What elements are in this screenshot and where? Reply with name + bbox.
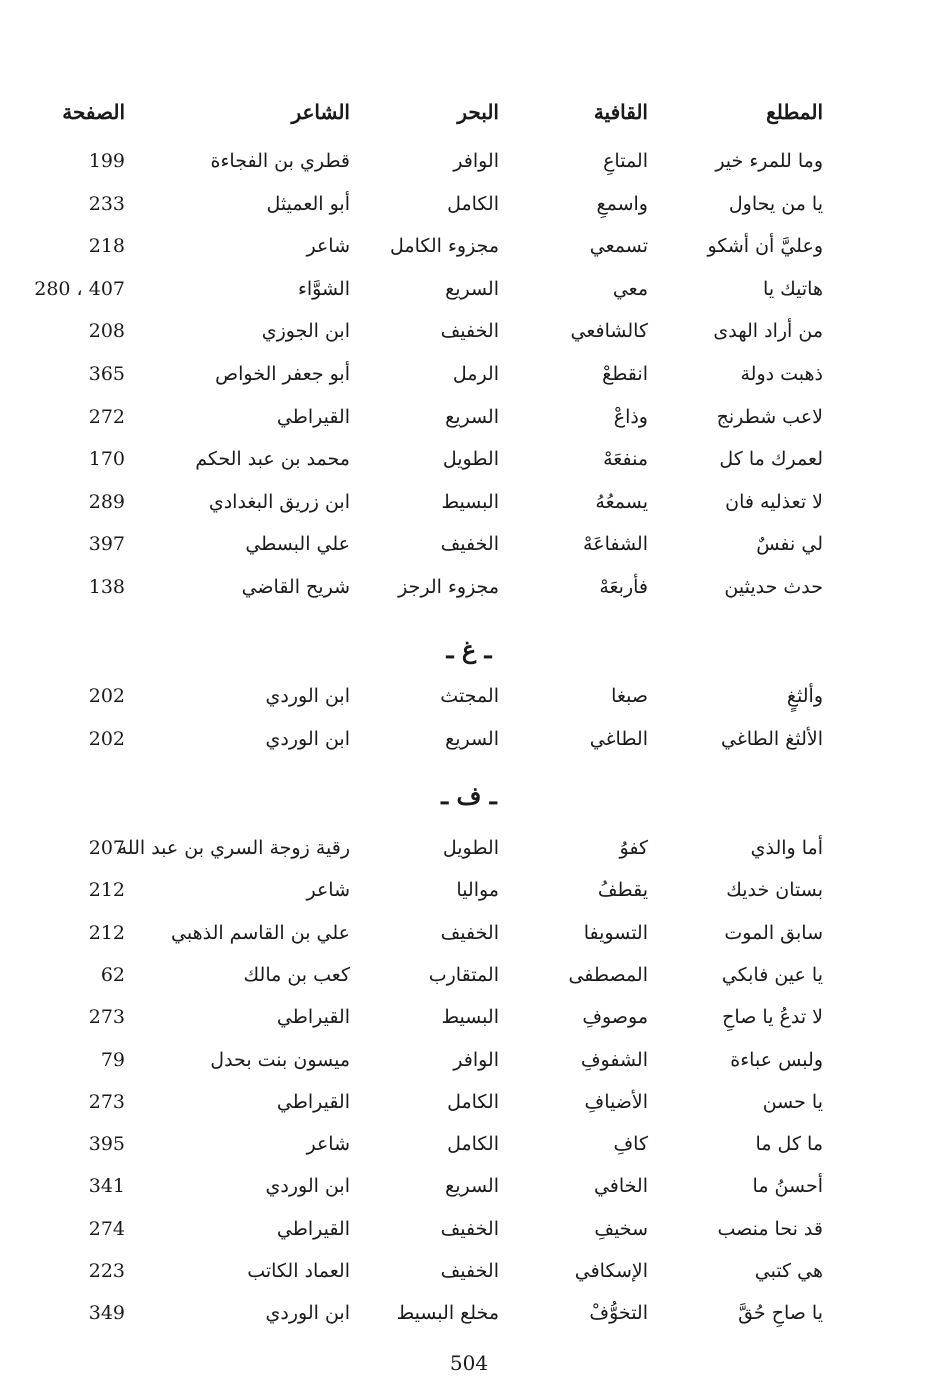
- matla-cell: وعليَّ أن أشكو: [707, 235, 823, 258]
- section-letter-ghain: ـ غ ـ: [446, 635, 492, 664]
- shaer-cell: العماد الكاتب: [247, 1260, 350, 1282]
- matla-cell: لاعب شطرنج: [716, 405, 823, 428]
- page-ref-cell: 199: [88, 150, 125, 172]
- bahr-cell: السريع: [445, 405, 499, 428]
- shaer-cell: ابن الجوزي: [261, 320, 350, 343]
- qafia-cell: منفعَهْ: [603, 448, 648, 471]
- bahr-cell: الخفيف: [440, 320, 499, 343]
- matla-cell: لعمرك ما كل: [719, 448, 823, 471]
- matla-cell: وألثغٍ: [786, 685, 823, 707]
- bahr-cell: الخفيف: [440, 1217, 499, 1240]
- table-row: [0, 356, 938, 392]
- page-number: 504: [449, 1351, 489, 1375]
- page-ref-cell: 397: [88, 533, 125, 556]
- bahr-cell: الخفيف: [440, 921, 499, 944]
- table-row: [0, 1126, 938, 1162]
- page-ref-cell: 365: [88, 363, 125, 385]
- table-row: [0, 143, 938, 179]
- shaer-cell: كعب بن مالك: [243, 963, 350, 986]
- bahr-cell: الطويل: [442, 448, 499, 471]
- table-row: [0, 1084, 938, 1120]
- table-row: [0, 526, 938, 562]
- bahr-cell: البسيط: [441, 490, 499, 513]
- matla-cell: أما والذي: [750, 837, 823, 859]
- bahr-cell: المتقارب: [428, 963, 499, 986]
- qafia-cell: كالشافعي: [570, 320, 648, 343]
- qafia-cell: سخيفِ: [594, 1217, 648, 1240]
- bahr-cell: مواليا: [456, 879, 499, 902]
- page-ref-cell: 274: [88, 1217, 125, 1240]
- bahr-cell: السريع: [445, 1175, 499, 1198]
- page-ref-cell: 395: [88, 1133, 125, 1156]
- shaer-cell: ابن الوردي: [265, 1175, 350, 1198]
- section-letter-fa: ـ ف ـ: [441, 781, 497, 810]
- shaer-cell: ابن الوردي: [265, 728, 350, 750]
- bahr-cell: الكامل: [447, 1090, 499, 1113]
- qafia-cell: تسمعي: [589, 235, 648, 258]
- qafia-cell: فأربعَهْ: [599, 576, 648, 598]
- shaer-cell: القيراطي: [276, 1090, 350, 1113]
- header-matla: المطلع: [766, 100, 823, 124]
- bahr-cell: الخفيف: [440, 1260, 499, 1282]
- qafia-cell: واسمعِ: [596, 192, 648, 215]
- shaer-cell: شاعر: [306, 235, 350, 258]
- qafia-cell: التخوُّفْ: [589, 1302, 648, 1325]
- shaer-cell: أبو جعفر الخواص: [215, 363, 350, 385]
- shaer-cell: القيراطي: [276, 1006, 350, 1029]
- qafia-cell: الشفوفِ: [580, 1048, 648, 1071]
- qafia-cell: انقطعْ: [602, 363, 648, 385]
- table-row: [0, 271, 938, 307]
- qafia-cell: المتاعِ: [603, 150, 648, 172]
- matla-cell: سابق الموت: [724, 921, 823, 944]
- matla-cell: أحسنُ ما: [752, 1175, 823, 1198]
- bahr-cell: الرمل: [452, 363, 499, 385]
- table-row: [0, 678, 938, 714]
- shaer-cell: شاعر: [306, 1133, 350, 1156]
- table-row: [0, 872, 938, 908]
- bahr-cell: الوافر: [453, 150, 499, 172]
- matla-cell: وما للمرء خير: [715, 150, 823, 172]
- matla-cell: يا صاحِ حُقَّ: [738, 1302, 823, 1325]
- bahr-cell: البسيط: [441, 1006, 499, 1029]
- table-row: [0, 569, 938, 605]
- shaer-cell: القيراطي: [276, 405, 350, 428]
- shaer-cell: رقية زوجة السري بن عبد الله: [117, 837, 350, 859]
- bahr-cell: الكامل: [447, 1133, 499, 1156]
- matla-cell: هاتيك يا: [763, 277, 823, 300]
- qafia-cell: المصطفى: [568, 963, 648, 986]
- table-row: [0, 228, 938, 264]
- shaer-cell: علي البسطي: [245, 533, 350, 556]
- shaer-cell: شريح القاضي: [241, 576, 350, 598]
- table-row: [0, 313, 938, 349]
- bahr-cell: السريع: [445, 277, 499, 300]
- qafia-cell: كافِ: [613, 1133, 648, 1156]
- qafia-cell: كفوُ: [619, 837, 648, 859]
- bahr-cell: الطويل: [442, 837, 499, 859]
- page-ref-cell: 207: [88, 837, 125, 859]
- shaer-cell: ميسون بنت بحدل: [210, 1048, 350, 1071]
- table-row: [0, 484, 938, 520]
- bahr-cell: الخفيف: [440, 533, 499, 556]
- page-ref-cell: 233: [88, 192, 125, 215]
- matla-cell: يا حسن: [762, 1090, 823, 1113]
- page-ref-cell: 272: [88, 405, 125, 428]
- page-ref-cell: 212: [88, 879, 125, 902]
- table-row: [0, 721, 938, 757]
- bahr-cell: الوافر: [453, 1048, 499, 1071]
- page-ref-cell: 138: [88, 576, 125, 598]
- qafia-cell: يقطفُ: [597, 879, 648, 902]
- page-ref-cell: 202: [88, 685, 125, 707]
- table-header: [0, 94, 938, 130]
- page-ref-cell: 349: [88, 1302, 125, 1325]
- table-row: [0, 441, 938, 477]
- shaer-cell: ابن زريق البغدادي: [208, 490, 350, 513]
- qafia-cell: صبغا: [611, 685, 648, 707]
- bahr-cell: الكامل: [447, 192, 499, 215]
- page-ref-cell: 273: [88, 1090, 125, 1113]
- qafia-cell: التسويفا: [583, 921, 648, 944]
- shaer-cell: أبو العميثل: [266, 192, 350, 215]
- shaer-cell: قطري بن الفجاءة: [210, 150, 350, 172]
- matla-cell: من أراد الهدى: [713, 320, 823, 343]
- qafia-cell: موصوفِ: [582, 1006, 648, 1029]
- bahr-cell: المجتث: [440, 685, 499, 707]
- page-ref-cell: 212: [88, 921, 125, 944]
- page-ref-cell: 208: [88, 320, 125, 343]
- shaer-cell: الشوَّاء: [297, 277, 350, 300]
- qafia-cell: يسمعُهُ: [595, 490, 648, 513]
- qafia-cell: الشفاعَهْ: [583, 533, 648, 556]
- matla-cell: لا تعذليه فان: [725, 490, 823, 513]
- page-ref-cell: 223: [88, 1260, 125, 1282]
- page-ref-cell: 202: [88, 728, 125, 750]
- page-ref-cell: 79: [100, 1048, 125, 1071]
- matla-cell: الألثغ الطاغي: [720, 728, 823, 750]
- page-ref-cell: 289: [88, 490, 125, 513]
- shaer-cell: شاعر: [306, 879, 350, 902]
- page-ref-cell: 341: [88, 1175, 125, 1198]
- shaer-cell: محمد بن عبد الحكم: [195, 448, 350, 471]
- table-row: [0, 999, 938, 1035]
- header-shaer: الشاعر: [291, 100, 350, 124]
- qafia-cell: الإسكافي: [574, 1260, 648, 1282]
- table-row: [0, 1211, 938, 1247]
- shaer-cell: ابن الوردي: [265, 685, 350, 707]
- bahr-cell: مخلع البسيط: [396, 1302, 499, 1325]
- matla-cell: هي كتبي: [754, 1260, 823, 1282]
- matla-cell: حدث حديثين: [724, 576, 823, 598]
- shaer-cell: القيراطي: [276, 1217, 350, 1240]
- table-row: [0, 1295, 938, 1331]
- matla-cell: قد نحا منصب: [717, 1217, 823, 1240]
- bahr-cell: مجزوء الكامل: [390, 235, 499, 258]
- qafia-cell: الخافي: [593, 1175, 648, 1198]
- table-row: [0, 186, 938, 222]
- qafia-cell: وذاعْ: [613, 405, 648, 428]
- table-row: [0, 1042, 938, 1078]
- header-page: الصفحة: [62, 100, 125, 124]
- bahr-cell: السريع: [445, 728, 499, 750]
- table-row: [0, 830, 938, 866]
- matla-cell: ولبس عباءة: [730, 1048, 823, 1071]
- matla-cell: ذهبت دولة: [740, 363, 823, 385]
- shaer-cell: ابن الوردي: [265, 1302, 350, 1325]
- matla-cell: ما كل ما: [755, 1133, 823, 1156]
- matla-cell: يا عين فابكي: [721, 963, 823, 986]
- matla-cell: يا من يحاول: [728, 192, 823, 215]
- table-row: [0, 957, 938, 993]
- table-row: [0, 1253, 938, 1289]
- header-qafia: القافية: [593, 100, 648, 124]
- matla-cell: لي نفسٌ: [756, 533, 823, 556]
- qafia-cell: الأضيافِ: [584, 1090, 648, 1113]
- table-row: [0, 915, 938, 951]
- bahr-cell: مجزوء الرجز: [398, 576, 499, 598]
- matla-cell: لا تدعُ يا صاحِ: [722, 1006, 823, 1029]
- qafia-cell: معي: [612, 277, 648, 300]
- page-ref-cell: 273: [88, 1006, 125, 1029]
- page-ref-cell: 62: [100, 963, 125, 986]
- page-ref-cell: 280 ، 407: [34, 277, 125, 300]
- page-ref-cell: 170: [88, 448, 125, 471]
- table-row: [0, 1168, 938, 1204]
- table-row: [0, 399, 938, 435]
- header-bahr: البحر: [457, 100, 499, 124]
- shaer-cell: علي بن القاسم الذهبي: [171, 921, 350, 944]
- page-ref-cell: 218: [88, 235, 125, 258]
- matla-cell: بستان خديك: [726, 879, 823, 902]
- qafia-cell: الطاغي: [589, 728, 648, 750]
